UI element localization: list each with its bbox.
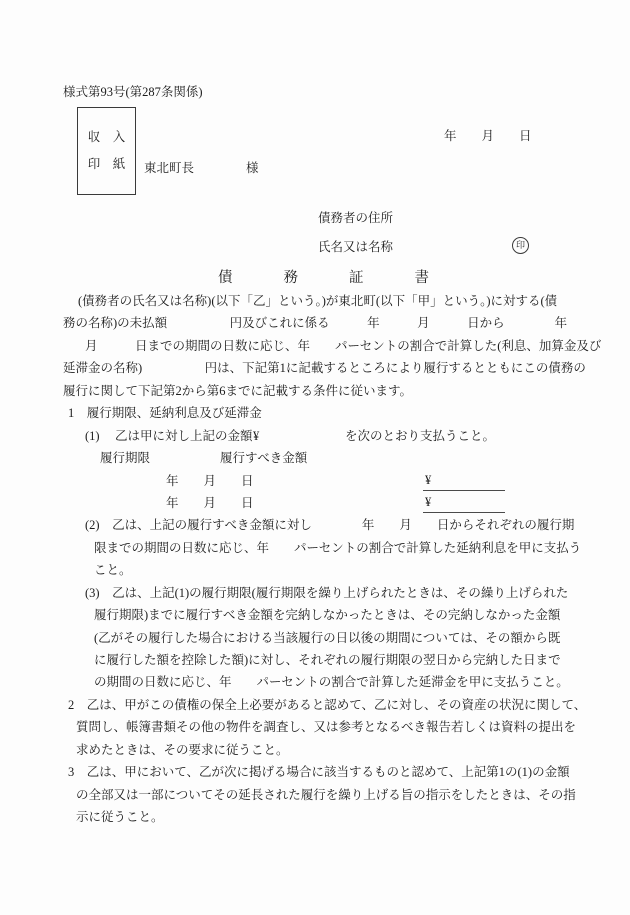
clause2-line: 限までの期間の日数に応じ、年 パーセントの割合で計算した延納利息を甲に支払う — [94, 540, 582, 555]
clause1-line — [63, 425, 623, 447]
stamp-label-top: 収 入 — [87, 130, 126, 144]
section3-line: の全部又は一部についてその延長された履行を繰り上げる旨の指示をしたときは、その指 — [76, 787, 576, 802]
form-number: 様式第93号(第287条関係) — [63, 85, 203, 99]
intro-line: 月 日までの期間の日数に応じ、年 パーセントの割合で計算した(利息、加算金及び — [85, 338, 602, 353]
clause1-number: (1) — [85, 428, 100, 443]
intro-line: 務の名称)の未払額 円及びこれに係る 年 月 日から 年 — [63, 316, 568, 331]
schedule-col-term: 履行期限 — [100, 451, 151, 466]
document-title: 債務証書 — [218, 270, 480, 286]
schedule-row — [63, 492, 623, 514]
schedule-row — [63, 470, 623, 492]
section2-line: 質問し、帳簿書類その他の物件を調査し、又は参考となるべき報告若しくは資料の提出を — [76, 720, 577, 735]
schedule-header — [63, 447, 623, 469]
clause3-line: の期間の日数に応じ、年 パーセントの割合で計算した延滞金を甲に支払うこと。 — [94, 675, 569, 690]
debtor-name-label: 氏名又は名称 — [318, 240, 394, 254]
section2-line: 求めたときは、その要求に従うこと。 — [76, 742, 289, 757]
schedule-amount-blank: ¥ — [423, 492, 505, 513]
section2-line: 2 乙は、甲がこの債権の保全上必要があると認めて、乙に対し、その資産の状況に関して、 — [68, 697, 587, 712]
section3-line: 3 乙は、甲において、乙が次に掲げる場合に該当するものと認めて、上記第1の(1)の金額 — [68, 765, 570, 780]
date-blank-field: 年 月 日 — [444, 129, 532, 143]
clause1-text: 乙は甲に対し上記の金額 — [115, 428, 253, 443]
clause1-tail: を次のとおり支払うこと。 — [345, 428, 496, 443]
schedule-date-blank: 年 月 日 — [166, 473, 254, 488]
revenue-stamp-box — [77, 107, 136, 195]
clause3-line: (乙がその履行した場合における当該履行の日以後の期間については、その額から既 — [94, 630, 561, 645]
stamp-label-bottom: 印 紙 — [87, 157, 126, 171]
intro-line: 延滞金の名称) 円は、下記第1に記載するところにより履行するとともにこの債務の — [63, 361, 586, 376]
clause3-line: に履行した額を控除した額)に対し、それぞれの履行期限の翌日から完納した日まで — [94, 653, 561, 667]
clause2-line: (2) 乙は、上記の履行すべき金額に対し 年 月 日からそれぞれの履行期 — [85, 518, 575, 533]
addressee — [144, 158, 259, 176]
amount-currency-mark: ¥ — [253, 428, 260, 443]
schedule-col-amount: 履行すべき金額 — [220, 451, 308, 466]
addressee-honorific: 様 — [246, 161, 259, 175]
clause3-line: (3) 乙は、上記(1)の履行期限(履行期限を繰り上げられたときは、その繰り上げられた — [85, 585, 569, 600]
section3-line: 示に従うこと。 — [76, 810, 164, 825]
seal-icon: 印 — [512, 237, 529, 254]
addressee-name: 東北町長 — [144, 161, 195, 175]
document-body — [63, 290, 623, 829]
section1-heading: 1 履行期限、延納利息及び延滞金 — [68, 406, 262, 421]
clause2-line: こと。 — [94, 563, 132, 578]
debtor-address-label: 債務者の住所 — [318, 211, 394, 225]
intro-line: 履行に関して下記第2から第6までに記載する条件に従います。 — [63, 383, 413, 398]
schedule-amount-blank: ¥ — [423, 470, 505, 491]
clause3-line: 履行期限)までに履行すべき金額を完納しなかったときは、その完納しなかった金額 — [94, 608, 561, 623]
schedule-date-blank: 年 月 日 — [166, 495, 254, 510]
intro-line: (債務者の氏名又は名称)(以下「乙」という。)が東北町(以下「甲」という。)に対する(債 — [78, 294, 558, 308]
